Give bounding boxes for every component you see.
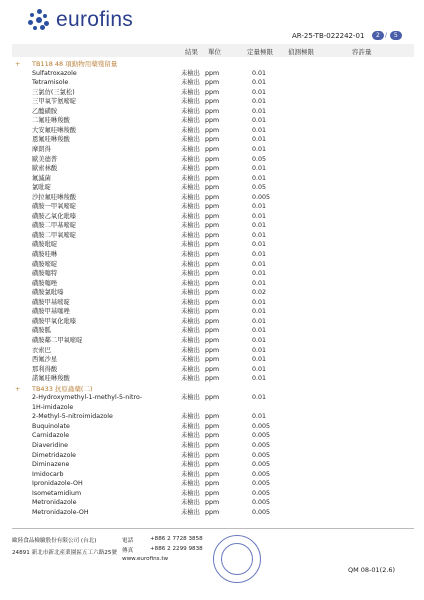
loq-value: 0.01 [252, 79, 267, 87]
analyte-name: Isometamidium [32, 489, 82, 497]
result-value: 未檢出 [181, 298, 200, 306]
loq-value: 0.01 [252, 413, 267, 421]
analyte-name: Carnidazole [32, 432, 70, 440]
analyte-name: 磺胺甲基嘧啶 [32, 298, 70, 306]
analyte-name: Dimetridazole [32, 451, 77, 459]
table-row [0, 78, 424, 88]
analyte-name: 磺胺噻特 [32, 270, 58, 278]
loq-value: 0.01 [252, 88, 267, 96]
result-value: 未檢出 [181, 279, 200, 287]
analyte-name: Tetramisole [32, 79, 69, 87]
analyte-name: 磺胺一甲氧嘧啶 [32, 203, 77, 211]
unit-value: ppm [205, 212, 220, 220]
loq-value: 0.005 [252, 432, 271, 440]
analyte-name: 大安氟哇啉羧酸 [32, 126, 77, 134]
unit-value: ppm [205, 346, 220, 354]
analyte-name: 磺胺二甲基嘧啶 [32, 222, 77, 230]
section-title: TB118 48 項動物用藥殘留量 [32, 60, 118, 68]
loq-value: 0.005 [252, 508, 271, 516]
col-result: 結果 [185, 48, 198, 56]
col-unit: 單位 [208, 48, 221, 56]
footer-website: www.eurofins.tw [122, 556, 169, 562]
result-value: 未檢出 [181, 270, 200, 278]
loq-value: 0.01 [252, 251, 267, 258]
result-value: 未檢出 [181, 79, 200, 87]
result-value: 未檢出 [181, 107, 200, 115]
table-row [0, 231, 424, 241]
loq-value: 0.01 [252, 375, 267, 383]
loq-value: 0.01 [252, 98, 267, 106]
analyte-name: 磺胺乙氧化吡嗪 [32, 212, 77, 220]
loq-value: 0.01 [252, 212, 267, 220]
result-value: 未檢出 [181, 394, 200, 402]
loq-value: 0.005 [252, 470, 271, 478]
table-row [0, 250, 424, 260]
unit-value: ppm [205, 451, 220, 459]
result-value: 未檢出 [181, 203, 200, 211]
analyte-name: 西氟沙星 [32, 356, 58, 364]
unit-value: ppm [205, 165, 220, 173]
table-row [0, 145, 424, 155]
result-value: 未檢出 [181, 69, 200, 77]
table-row [0, 317, 424, 327]
analyte-name: 磺胺二甲氧嘧啶 [32, 231, 77, 239]
loq-value: 0.01 [252, 317, 267, 325]
loq-value: 0.01 [252, 203, 267, 211]
table-row [0, 355, 424, 365]
analyte-name: 磺胺哇啉 [32, 251, 58, 258]
result-value: 未檢出 [181, 98, 200, 106]
analyte-name: Diminazene [32, 461, 70, 469]
result-value: 未檢出 [181, 432, 200, 440]
unit-value: ppm [205, 79, 220, 87]
result-value: 未檢出 [181, 308, 200, 316]
result-value: 未檢出 [181, 155, 200, 163]
result-value: 未檢出 [181, 174, 200, 182]
analyte-name: 2-Methyl-5-nitroimidazole [32, 413, 113, 421]
unit-value: ppm [205, 184, 220, 192]
eurofins-dots-icon [28, 9, 50, 31]
analyte-name: Sulfatroxazole [32, 69, 77, 77]
unit-value: ppm [205, 203, 220, 211]
footer-fax-label: 傳真 [122, 548, 134, 554]
result-value: 未檢出 [181, 212, 200, 220]
result-value: 未檢出 [181, 136, 200, 144]
loq-value: 0.01 [252, 298, 267, 306]
result-value: 未檢出 [181, 480, 200, 488]
table-row [0, 116, 424, 126]
loq-value: 0.005 [252, 193, 271, 201]
unit-value: ppm [205, 174, 220, 182]
result-value: 未檢出 [181, 317, 200, 325]
loq-value: 0.01 [252, 241, 267, 249]
analyte-name: 氯吡啶 [32, 184, 51, 192]
analyte-name: 摩朗得 [32, 145, 51, 153]
result-value: 未檢出 [181, 88, 200, 96]
result-value: 未檢出 [181, 413, 200, 421]
page-indicator [372, 31, 402, 40]
unit-value: ppm [205, 480, 220, 488]
table-row-continuation [0, 403, 424, 413]
result-value: 未檢出 [181, 222, 200, 230]
result-value: 未檢出 [181, 289, 200, 297]
footer-company: 歐陸食品檢驗股份有限公司 (台北) [12, 538, 97, 544]
analyte-name: 恩氟哇啉羧酸 [32, 136, 70, 144]
unit-value: ppm [205, 260, 220, 268]
table-row [0, 393, 424, 403]
table-row [0, 470, 424, 480]
analyte-name: 歐索林酸 [32, 165, 58, 173]
section-header [0, 59, 424, 69]
loq-value: 0.01 [252, 365, 267, 373]
table-row [0, 479, 424, 489]
table-row [0, 260, 424, 270]
analyte-name: 沙拉氟哇啉羧酸 [32, 193, 77, 201]
loq-value: 0.01 [252, 126, 267, 134]
table-row [0, 288, 424, 298]
unit-value: ppm [205, 422, 220, 430]
table-row [0, 498, 424, 508]
analyte-name: 二氟哇啉羧酸 [32, 117, 70, 125]
result-value: 未檢出 [181, 336, 200, 344]
loq-value: 0.01 [252, 260, 267, 268]
analyte-name: Ipronidazole-OH [32, 480, 83, 488]
page-current: 2 [372, 31, 384, 40]
loq-value: 0.005 [252, 480, 271, 488]
analyte-name: 磺胺鄰二甲氧嘧啶 [32, 336, 83, 344]
unit-value: ppm [205, 298, 220, 306]
unit-value: ppm [205, 107, 220, 115]
result-value: 未檢出 [181, 375, 200, 383]
table-row [0, 326, 424, 336]
result-value: 未檢出 [181, 489, 200, 497]
unit-value: ppm [205, 375, 220, 383]
result-value: 未檢出 [181, 422, 200, 430]
loq-value: 0.01 [252, 136, 267, 144]
table-row [0, 298, 424, 308]
unit-value: ppm [205, 126, 220, 134]
analyte-name: 那利得酸 [32, 365, 58, 373]
unit-value: ppm [205, 442, 220, 449]
eurofins-logo [28, 8, 133, 32]
result-value: 未檢出 [181, 442, 200, 449]
table-row [0, 307, 424, 317]
loq-value: 0.005 [252, 422, 271, 430]
analyte-name: 歐美德普 [32, 155, 58, 163]
unit-value: ppm [205, 336, 220, 344]
unit-value: ppm [205, 117, 220, 125]
table-row [0, 374, 424, 384]
unit-value: ppm [205, 289, 220, 297]
result-value: 未檢出 [181, 499, 200, 507]
loq-value: 0.005 [252, 461, 271, 469]
loq-value: 0.01 [252, 231, 267, 239]
col-tolerance: 容許量 [352, 48, 372, 56]
result-value: 未檢出 [181, 356, 200, 364]
table-row [0, 336, 424, 346]
result-value: 未檢出 [181, 251, 200, 258]
table-row [0, 183, 424, 193]
table-row [0, 193, 424, 203]
loq-value: 0.01 [252, 394, 267, 402]
table-row [0, 221, 424, 231]
analyte-name: 磺胺嘧啶 [32, 260, 58, 268]
footer-tel: +886 2 7728 3858 [150, 536, 203, 542]
loq-value: 0.05 [252, 155, 267, 163]
unit-value: ppm [205, 241, 220, 249]
logo-wordmark: eurofins [56, 8, 134, 31]
unit-value: ppm [205, 432, 220, 440]
result-value: 未檢出 [181, 145, 200, 153]
table-row [0, 508, 424, 518]
unit-value: ppm [205, 413, 220, 421]
footer-divider [12, 528, 414, 529]
footer-tel-label: 電話 [122, 538, 134, 544]
loq-value: 0.005 [252, 499, 271, 507]
table-row [0, 107, 424, 117]
unit-value: ppm [205, 470, 220, 478]
loq-value: 0.01 [252, 356, 267, 364]
table-row [0, 69, 424, 79]
loq-value: 0.01 [252, 327, 267, 335]
table-row [0, 135, 424, 145]
result-value: 未檢出 [181, 193, 200, 201]
table-row [0, 202, 424, 212]
table-row [0, 174, 424, 184]
analyte-name: 氟滅菌 [32, 174, 51, 182]
table-row [0, 212, 424, 222]
col-lod: 偵測極限 [288, 48, 314, 56]
unit-value: ppm [205, 365, 220, 373]
table-row [0, 164, 424, 174]
result-value: 未檢出 [181, 451, 200, 459]
analyte-name: 衣索巴 [32, 346, 51, 354]
result-value: 未檢出 [181, 461, 200, 469]
result-value: 未檢出 [181, 126, 200, 134]
unit-value: ppm [205, 145, 220, 153]
result-value: 未檢出 [181, 346, 200, 354]
analyte-name: 磺胺甲氧化吡嗪 [32, 317, 77, 325]
analyte-name: 磺胺氯吡嗪 [32, 289, 64, 297]
table-row [0, 279, 424, 289]
analyte-name: 磺胺甲基噻唑 [32, 308, 70, 316]
table-row [0, 422, 424, 432]
unit-value: ppm [205, 327, 220, 335]
loq-value: 0.01 [252, 346, 267, 354]
loq-value: 0.005 [252, 489, 271, 497]
table-row [0, 451, 424, 461]
table-row [0, 126, 424, 136]
section-header [0, 384, 424, 394]
unit-value: ppm [205, 136, 220, 144]
form-code: QM 08-01(2.6) [348, 566, 396, 574]
loq-value: 0.01 [252, 308, 267, 316]
seal-inner-ring [221, 543, 253, 575]
unit-value: ppm [205, 193, 220, 201]
table-row [0, 88, 424, 98]
analyte-name: 2-Hydroxymethyl-1-methyl-5-nitro- [32, 394, 143, 402]
page-total: 5 [390, 31, 402, 40]
footer-address: 24891 新北市新北產業園區五工六路25號 [12, 550, 118, 556]
loq-value: 0.01 [252, 117, 267, 125]
unit-value: ppm [205, 155, 220, 163]
unit-value: ppm [205, 88, 220, 96]
unit-value: ppm [205, 308, 220, 316]
unit-value: ppm [205, 222, 220, 230]
analyte-name: Buquinolate [32, 422, 70, 430]
analyte-name: 磺胺胍 [32, 327, 51, 335]
result-value: 未檢出 [181, 365, 200, 373]
result-value: 未檢出 [181, 327, 200, 335]
loq-value: 0.005 [252, 442, 271, 449]
table-row [0, 155, 424, 165]
result-value: 未檢出 [181, 241, 200, 249]
analyte-name: Diaveridine [32, 442, 69, 449]
analyte-name: 三氯仿(三氯松) [32, 88, 75, 96]
unit-value: ppm [205, 356, 220, 364]
result-value: 未檢出 [181, 260, 200, 268]
unit-value: ppm [205, 317, 220, 325]
result-value: 未檢出 [181, 184, 200, 192]
loq-value: 0.01 [252, 222, 267, 230]
result-value: 未檢出 [181, 165, 200, 173]
analyte-name: Metronidazole [32, 499, 77, 507]
table-row [0, 460, 424, 470]
col-loq: 定量極限 [247, 48, 273, 56]
analyte-name: 三甲氧苄氨嘧啶 [32, 98, 77, 106]
report-number: AR-25-TB-022242-01 [292, 32, 365, 40]
footer-fax: +886 2 2299 9838 [150, 546, 203, 552]
table-row [0, 489, 424, 499]
analyte-name: 諾氟哇啉羧酸 [32, 375, 70, 383]
analyte-name-line2: 1H-imidazole [32, 403, 74, 411]
loq-value: 0.01 [252, 270, 267, 278]
result-value: 未檢出 [181, 231, 200, 239]
analyte-name: 乙醯磺胺 [32, 107, 58, 115]
loq-value: 0.01 [252, 336, 267, 344]
table-row [0, 346, 424, 356]
analyte-name: 磺胺吡啶 [32, 241, 58, 249]
loq-value: 0.01 [252, 145, 267, 153]
section-bullet-icon: + [15, 60, 21, 68]
table-row [0, 441, 424, 451]
table-row [0, 431, 424, 441]
analyte-name: Imidocarb [32, 470, 64, 478]
unit-value: ppm [205, 394, 220, 402]
unit-value: ppm [205, 231, 220, 239]
table-row [0, 412, 424, 422]
loq-value: 0.01 [252, 107, 267, 115]
unit-value: ppm [205, 461, 220, 469]
unit-value: ppm [205, 69, 220, 77]
table-row [0, 365, 424, 375]
loq-value: 0.02 [252, 289, 267, 297]
loq-value: 0.01 [252, 279, 267, 287]
analyte-name: 磺胺噻唑 [32, 279, 58, 287]
loq-value: 0.01 [252, 69, 267, 77]
unit-value: ppm [205, 270, 220, 278]
result-value: 未檢出 [181, 117, 200, 125]
section-title: TB433 抗原蟲藥(二) [32, 384, 93, 393]
table-row [0, 97, 424, 107]
loq-value: 0.01 [252, 165, 267, 173]
section-bullet-icon: + [15, 384, 21, 393]
unit-value: ppm [205, 499, 220, 507]
loq-value: 0.005 [252, 451, 271, 459]
unit-value: ppm [205, 508, 220, 516]
unit-value: ppm [205, 251, 220, 258]
company-seal-stamp [213, 535, 261, 583]
loq-value: 0.05 [252, 184, 267, 192]
table-row [0, 269, 424, 279]
table-row [0, 240, 424, 250]
unit-value: ppm [205, 279, 220, 287]
table-header [12, 44, 414, 57]
unit-value: ppm [205, 98, 220, 106]
page-separator: / [384, 32, 387, 39]
result-value: 未檢出 [181, 508, 200, 516]
result-value: 未檢出 [181, 470, 200, 478]
analyte-name: Metronidazole-OH [32, 508, 89, 516]
unit-value: ppm [205, 489, 220, 497]
loq-value: 0.01 [252, 174, 267, 182]
